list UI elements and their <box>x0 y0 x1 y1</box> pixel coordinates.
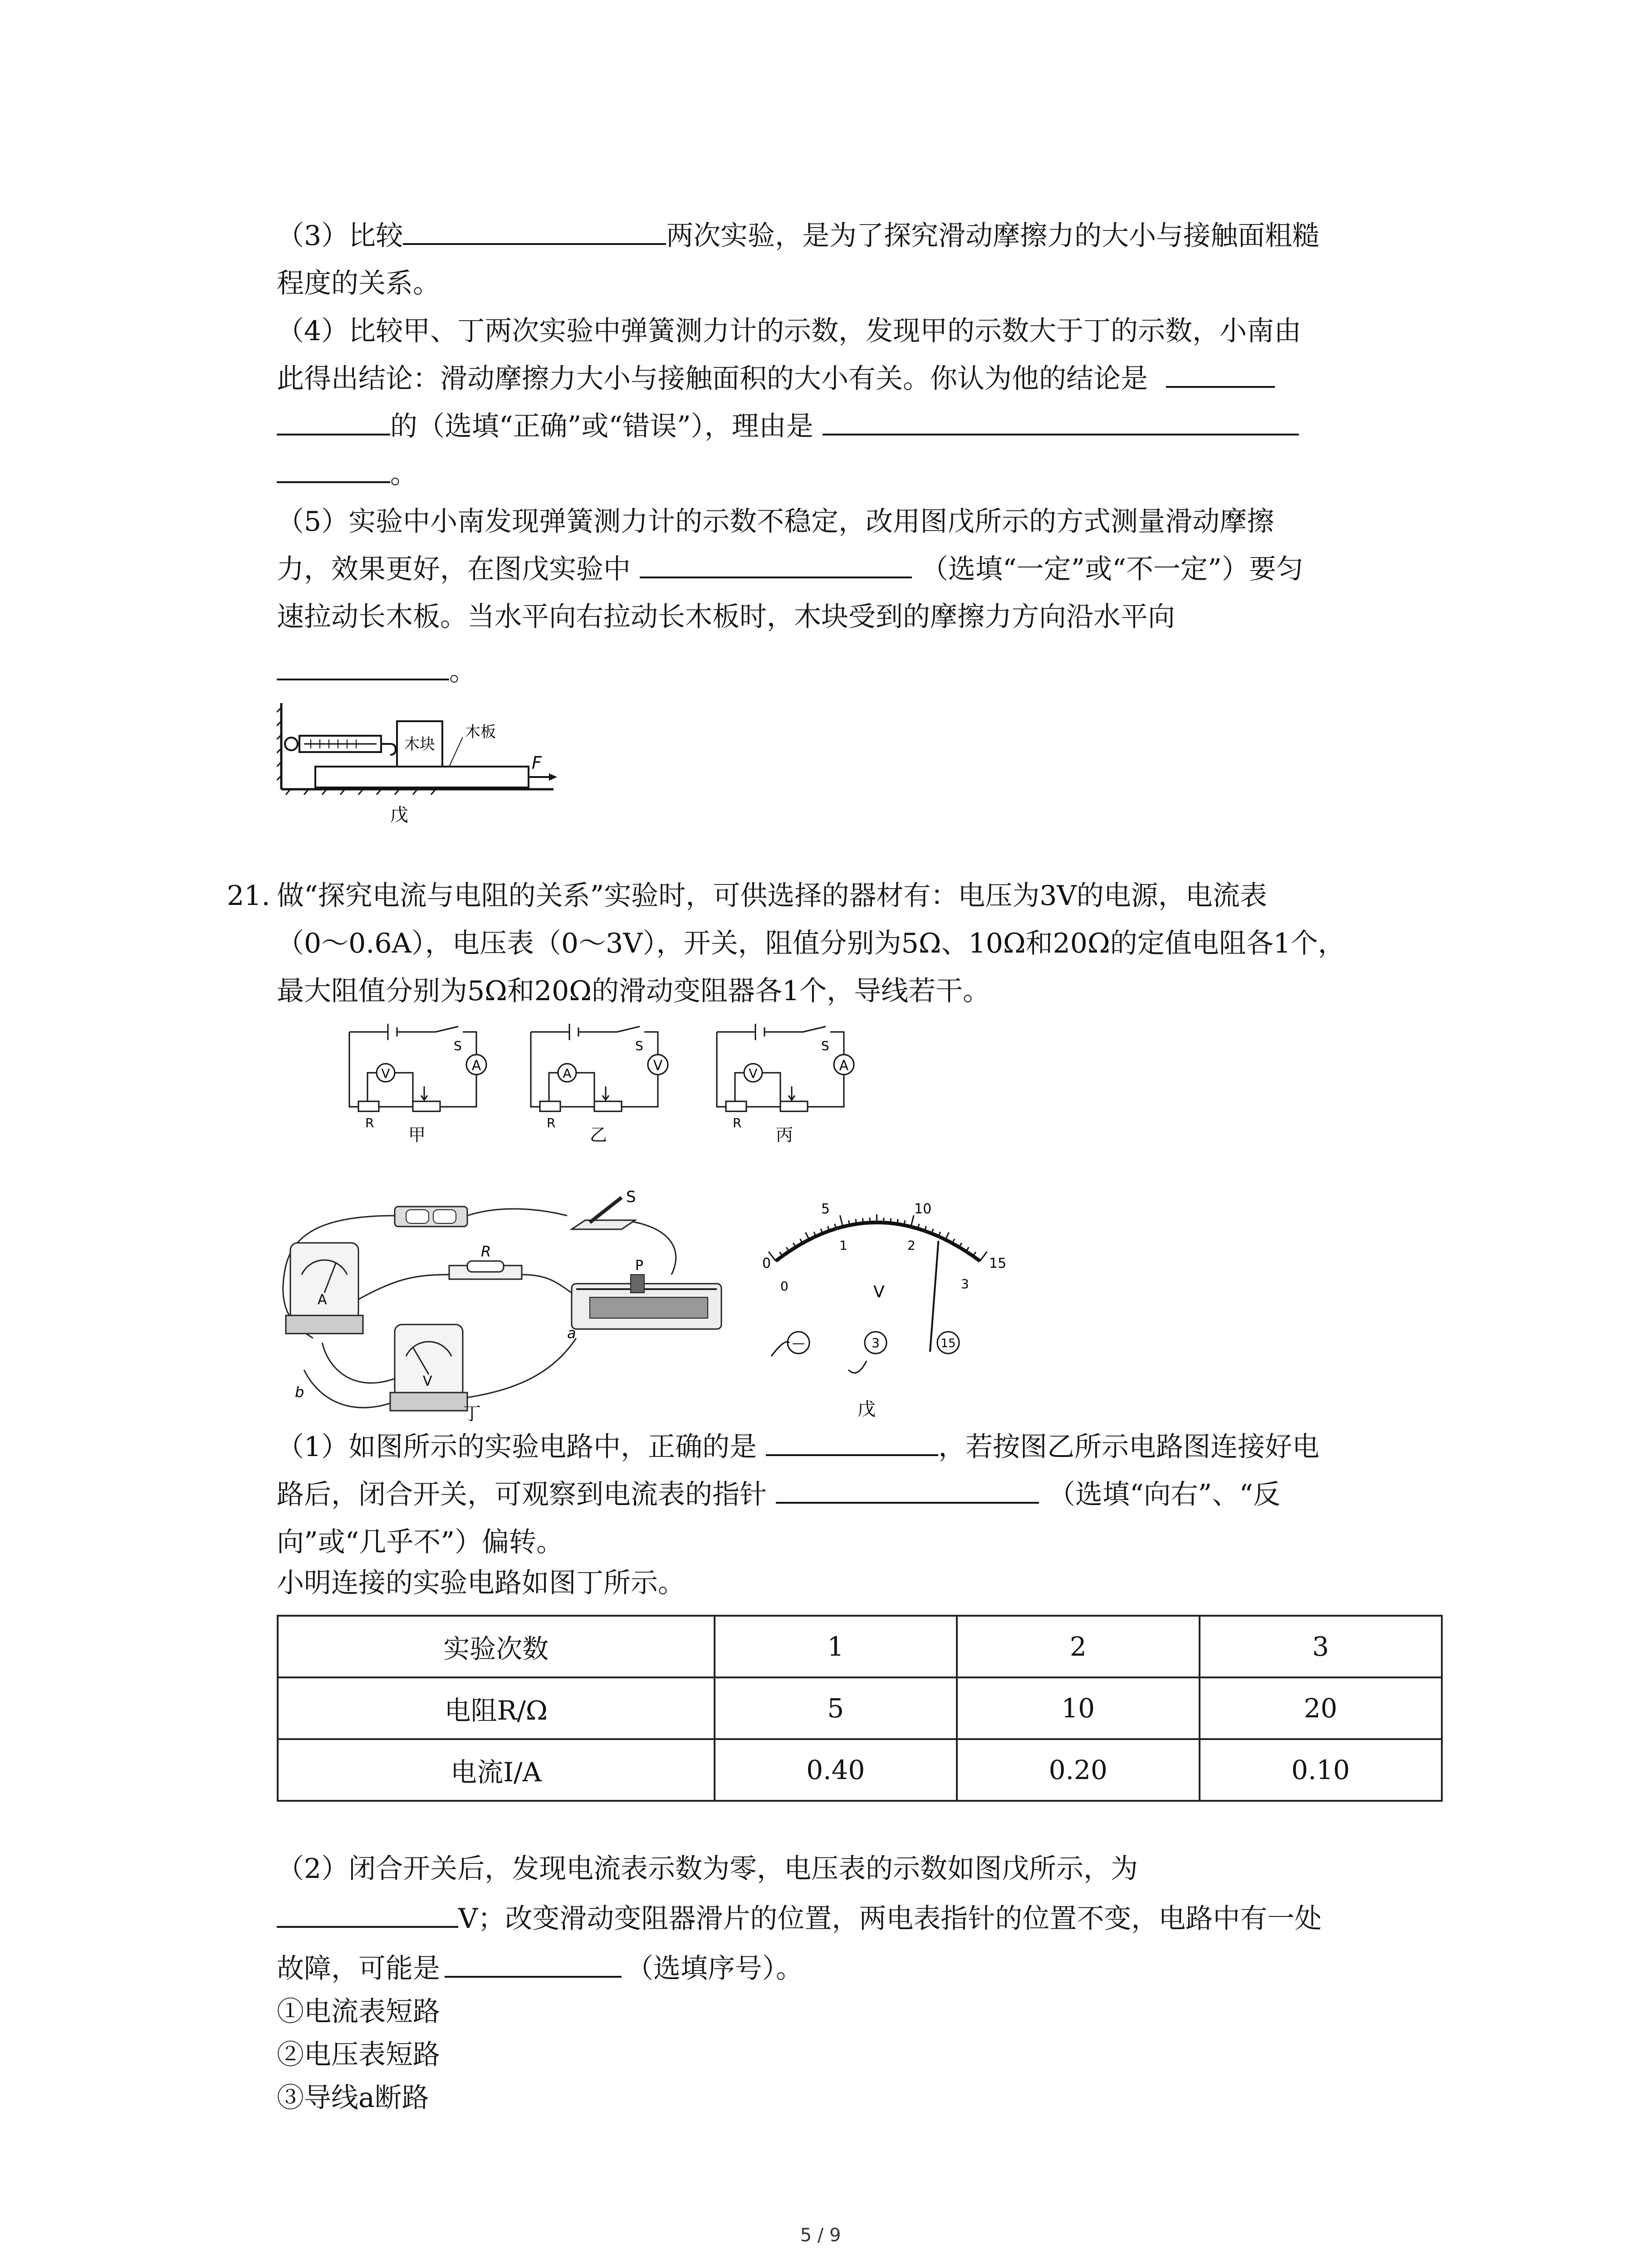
q20-part5-line2 <box>277 551 1303 587</box>
switch-device <box>572 1198 635 1229</box>
table-header-cell: 1 <box>715 1616 957 1677</box>
q21-part1-line2 <box>277 1476 1280 1513</box>
spring-scale <box>285 736 396 755</box>
caption-wu: 戊 <box>857 1399 876 1420</box>
q20-part4-line2 <box>277 361 1275 397</box>
circuit-diagram-yi <box>522 1018 676 1154</box>
rheostat-symbol <box>413 1101 440 1111</box>
table-cell: 5 <box>715 1677 957 1739</box>
q21-part1-text2: ，若按图乙所示电路图连接好电 <box>938 1431 1320 1463</box>
q20-part4-blank2b[interactable] <box>277 456 390 483</box>
caption-jia: 甲 <box>408 1125 426 1145</box>
outer-tick-5: 5 <box>821 1201 830 1217</box>
svg-text:a: a <box>567 1325 576 1342</box>
inner-tick-2: 2 <box>907 1238 916 1253</box>
q21-part2-text4: （选填序号）。 <box>626 1953 803 1984</box>
inner-tick-1: 1 <box>839 1238 847 1253</box>
voltmeter-device <box>390 1325 467 1411</box>
q20-part5-end: 。 <box>449 655 476 687</box>
svg-text:R: R <box>481 1243 491 1260</box>
voltmeter-dial-wu <box>744 1188 1025 1424</box>
q20-part4-line4 <box>277 456 417 492</box>
q20-part4-blank2a[interactable] <box>823 408 1299 435</box>
q20-part3-line2: 程度的关系。 <box>277 268 440 299</box>
dial-tick <box>911 1215 914 1227</box>
q21-intro-line1: 做“探究电流与电阻的关系”实验时，可供选择的器材有：电压为3V的电源，电流表 <box>277 880 1267 912</box>
table-cell: 0.10 <box>1200 1739 1442 1801</box>
svg-text:3: 3 <box>872 1335 880 1350</box>
q21-part2-text3: 故障，可能是 <box>277 1953 440 1984</box>
q21-part2-line2 <box>277 1901 1322 1937</box>
outer-tick-10: 10 <box>914 1201 932 1217</box>
outer-tick-0: 0 <box>762 1256 771 1271</box>
table-cell: 电阻R/Ω <box>278 1677 715 1739</box>
q20-part3-prefix: （3）比较 <box>277 220 403 252</box>
physical-circuit-ding <box>277 1188 740 1424</box>
inner-tick-3: 3 <box>961 1276 969 1291</box>
q21-part1-text1: （1）如图所示的实验电路中，正确的是 <box>277 1431 757 1463</box>
q21-part1-line1 <box>277 1429 1319 1465</box>
q20-part5-blank1[interactable] <box>640 551 912 578</box>
q21-part2-text2: V；改变滑动变阻器滑片的位置，两电表指针的位置不变，电路中有一处 <box>458 1903 1322 1935</box>
table-cell: 0.20 <box>957 1739 1199 1801</box>
svg-text:S: S <box>454 1038 462 1053</box>
q20-part5-line1: （5）实验中小南发现弹簧测力计的示数不稳定，改用图戊所示的方式测量滑动摩擦 <box>277 506 1274 538</box>
svg-text:A: A <box>318 1292 327 1308</box>
rheostat-symbol <box>780 1101 808 1111</box>
svg-text:V: V <box>381 1066 390 1081</box>
dial-tick <box>848 1220 849 1225</box>
dial-scale-arc <box>776 1222 980 1261</box>
q20-part5-blank2[interactable] <box>277 653 449 680</box>
dial-unit: V <box>873 1283 885 1301</box>
svg-text:S: S <box>626 1188 636 1206</box>
svg-text:V: V <box>749 1066 758 1081</box>
caption-ding: 丁 <box>463 1403 481 1424</box>
circuit-diagram-jia <box>340 1018 495 1154</box>
q21-part2-line1: （2）闭合开关后，发现电流表示数为零，电压表的示数如图戊所示，为 <box>277 1853 1138 1885</box>
q20-part5-text1: 力，效果更好，在图戊实验中 <box>277 553 631 585</box>
q21-part1-line3: 向”或“几乎不”）偏转。 <box>277 1526 564 1558</box>
resistor-symbol <box>358 1101 379 1111</box>
table-cell: 0.40 <box>715 1739 957 1801</box>
rheostat-symbol <box>594 1101 622 1111</box>
q20-part3-suffix: 两次实验，是为了探究滑动摩擦力的大小与接触面粗糙 <box>666 220 1320 252</box>
svg-text:A: A <box>839 1058 849 1074</box>
q20-part4-blank1b[interactable] <box>277 408 390 435</box>
friction-apparatus-figure <box>277 694 558 826</box>
page-number: 5 / 9 <box>800 2225 841 2246</box>
q20-part4-text: 此得出结论：滑动摩擦力大小与接触面积的大小有关。你认为他的结论是 <box>277 363 1148 395</box>
table-header-cell: 2 <box>957 1616 1199 1677</box>
ammeter-device <box>286 1243 363 1334</box>
svg-text:P: P <box>635 1258 644 1274</box>
table-cell: 10 <box>957 1677 1199 1739</box>
table-row <box>278 1677 1442 1739</box>
inner-tick-0: 0 <box>780 1279 789 1294</box>
rheostat-device <box>572 1275 721 1329</box>
q21-part1-line4: 小明连接的实验电路如图丁所示。 <box>277 1567 685 1599</box>
board-label: 木板 <box>465 723 496 741</box>
q20-part4-end: 。 <box>390 458 417 490</box>
q21-part2-line3 <box>277 1950 803 1987</box>
outer-tick-15: 15 <box>989 1256 1007 1271</box>
dial-tick <box>980 1251 987 1261</box>
q21-part1-text3: 路后，闭合开关，可观察到电流表的指针 <box>277 1479 767 1510</box>
table-header-cell: 实验次数 <box>278 1616 715 1677</box>
table-cell: 电流I/A <box>278 1739 715 1801</box>
dial-needle <box>930 1241 938 1352</box>
q21-part2-blank2[interactable] <box>445 1950 622 1978</box>
q21-part1-blank1[interactable] <box>766 1429 938 1456</box>
q20-part4-blank1a[interactable] <box>1166 361 1275 388</box>
q20-part4-line3 <box>277 408 1299 445</box>
table-row <box>278 1739 1442 1801</box>
svg-text:S: S <box>635 1038 643 1053</box>
q21-part1-blank2[interactable] <box>776 1476 1039 1504</box>
dial-tick <box>840 1215 843 1227</box>
resistor-device <box>449 1261 522 1279</box>
svg-text:V: V <box>653 1058 663 1074</box>
dial-tick <box>862 1218 863 1223</box>
resistor-symbol <box>726 1101 746 1111</box>
q21-part2-blank1[interactable] <box>277 1901 458 1928</box>
svg-text:R: R <box>733 1115 742 1130</box>
dial-tick <box>897 1219 898 1224</box>
table-header-row <box>278 1616 1442 1677</box>
svg-text:R: R <box>547 1115 556 1130</box>
q21-intro-line2: （0～0.6A），电压表（0～3V），开关，阻值分别为5Ω、10Ω和20Ω的定值电阻各1个， <box>277 928 1345 959</box>
svg-text:b: b <box>295 1383 304 1401</box>
q21-part1-text4: （选填“向右”、“反 <box>1048 1479 1281 1510</box>
q20-part5-text2: （选填“一定”或“不一定”）要匀 <box>921 553 1303 585</box>
circuit-diagram-bing <box>708 1018 862 1154</box>
svg-text:A: A <box>471 1058 481 1074</box>
q20-part3-blank[interactable] <box>403 218 666 245</box>
table-cell: 20 <box>1200 1677 1442 1739</box>
q21-intro-line3: 最大阻值分别为5Ω和20Ω的滑动变阻器各1个，导线若干。 <box>277 975 990 1007</box>
q20-part4-line1: （4）比较甲、丁两次实验中弹簧测力计的示数，发现甲的示数大于丁的示数，小南由 <box>277 315 1302 347</box>
q20-part4-text2: 的（选填“正确”或“错误”），理由是 <box>390 411 813 442</box>
caption-bing: 丙 <box>776 1125 794 1145</box>
q21-option-2: ②电压表短路 <box>277 2039 440 2071</box>
q20-part5-line3: 速拉动长木板。当水平向右拉动长木板时，木块受到的摩擦力方向沿水平向 <box>277 601 1175 633</box>
figure-caption-wu-1: 戊 <box>390 805 408 826</box>
svg-text:15: 15 <box>941 1337 956 1350</box>
svg-text:S: S <box>821 1038 829 1053</box>
svg-text:A: A <box>563 1066 572 1081</box>
force-label: F <box>532 753 542 773</box>
svg-text:—: — <box>792 1335 805 1350</box>
block-label: 木块 <box>404 735 435 753</box>
table-header-cell: 3 <box>1200 1616 1442 1677</box>
q21-option-1: ①电流表短路 <box>277 1996 440 2028</box>
caption-yi: 乙 <box>590 1125 607 1145</box>
q20-part3-line1 <box>277 218 1319 254</box>
svg-text:V: V <box>423 1374 432 1389</box>
q21-number: 21. <box>227 880 270 912</box>
dial-tick <box>904 1220 905 1225</box>
long-board <box>315 767 529 787</box>
experiment-data-table <box>277 1615 1443 1802</box>
svg-text:R: R <box>365 1115 374 1130</box>
q20-part5-line4 <box>277 653 476 689</box>
dial-tick <box>856 1219 857 1224</box>
q21-option-3: ③导线a断路 <box>277 2082 429 2114</box>
resistor-symbol <box>540 1101 560 1111</box>
